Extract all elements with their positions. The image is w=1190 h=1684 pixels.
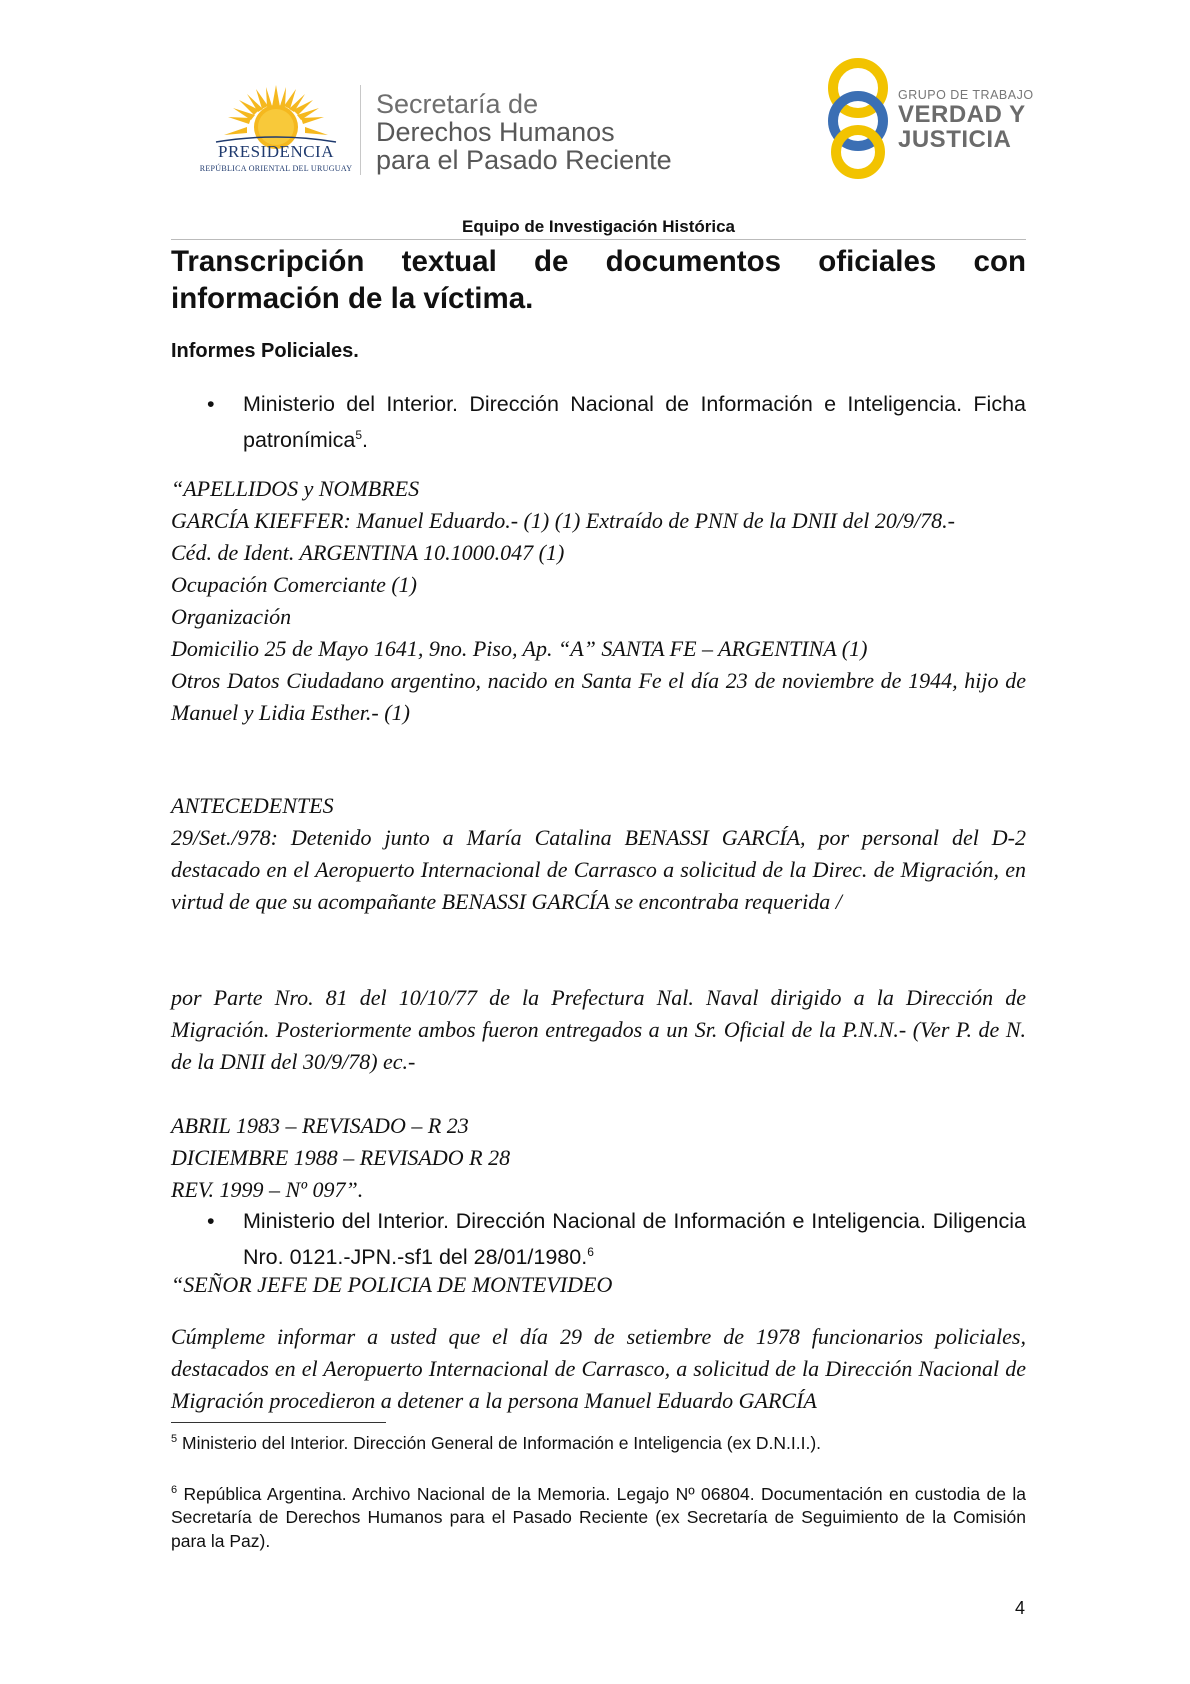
grupo-line-1: GRUPO DE TRABAJO — [898, 88, 1034, 102]
bullet-text-main: Ministerio del Interior. Dirección Nacional de Información e Inteligencia. Diligencia Nro. 0121.-JPN.-sf1 del 28/01/1980. — [243, 1209, 1026, 1270]
bullet-item-ficha — [171, 389, 1026, 456]
bullet-item-diligencia — [171, 1206, 1026, 1273]
secretaria-line-2: Derechos Humanos — [376, 117, 615, 147]
verdad-justicia-rings-logo — [818, 55, 898, 180]
ficha-line: Céd. de Ident. ARGENTINA 10.1000.047 (1) — [171, 540, 565, 565]
ficha-line: “APELLIDOS y NOMBRES — [171, 476, 420, 501]
bullet-icon: • — [207, 1209, 215, 1233]
presidencia-name: PRESIDENCIA — [217, 142, 334, 161]
bullet-text-end: . — [362, 428, 369, 453]
footnote-6 — [171, 1479, 1026, 1553]
antecedentes-heading: ANTECEDENTES — [171, 793, 334, 818]
footnote-separator — [171, 1422, 386, 1423]
oficio-salutation — [171, 1269, 1026, 1301]
header-rule — [171, 239, 1026, 240]
ficha-line: Ocupación Comerciante (1) — [171, 572, 418, 597]
ficha-line: GARCÍA KIEFFER: Manuel Eduardo.- (1) (1) Extraído de PNN de la DNII del 20/9/78.- — [171, 508, 955, 533]
section-heading: Informes Policiales. — [171, 340, 359, 362]
secretaria-line-1: Secretaría de — [376, 89, 539, 119]
secretaria-line-3: para el Pasado Reciente — [376, 145, 672, 175]
page-number: 4 — [1015, 1598, 1026, 1618]
revision-line: ABRIL 1983 – REVISADO – R 23 — [171, 1113, 469, 1138]
grupo-line-3: JUSTICIA — [898, 126, 1012, 153]
footnote-number: 6 — [171, 1484, 178, 1496]
ficha-line: Organización — [171, 604, 292, 629]
oficio-paragraph: Cúmpleme informar a usted que el día 29 de setiembre de 1978 funcionarios policiales, destacados en el Aeropuerto Internacional de Carrasco, a solicitud de la Dirección Nacional de Migración procedieron a detener a la persona Manuel Eduardo GARCÍA — [171, 1324, 1026, 1413]
ficha-line: Otros Datos Ciudadano argentino, nacido en Santa Fe el día 23 de noviembre de 1944, hijo de Manuel y Lidia Esther.- (1) — [171, 668, 1026, 725]
presidencia-subtitle: REPÚBLICA ORIENTAL DEL URUGUAY — [199, 164, 353, 173]
header-divider — [360, 85, 361, 175]
bullet-text — [243, 1206, 1026, 1273]
page-title: Transcripción textual de documentos oficiales con información de la víctima. — [171, 245, 1026, 315]
footnote-text: Ministerio del Interior. Dirección General de Información e Inteligencia (ex D.N.I.I.). — [177, 1432, 822, 1453]
grupo-trabajo-wordmark — [898, 88, 1034, 152]
bullet-icon: • — [207, 392, 215, 416]
footnote-5 — [171, 1428, 1026, 1455]
secretaria-wordmark — [376, 90, 672, 174]
antecedentes-paragraph: por Parte Nro. 81 del 10/10/77 de la Prefectura Nal. Naval dirigido a la Dirección de Migración. Posteriormente ambos fueron entregados a un Sr. Oficial de la P.N.N.- (Ver P. de N. de la DNII del 30/9/78) ec.- — [171, 985, 1026, 1074]
antecedentes-block — [171, 790, 1026, 918]
presidencia-wordmark — [196, 142, 356, 173]
page-header — [0, 0, 1190, 220]
antecedentes-continuation — [171, 982, 1026, 1078]
footnote-text: República Argentina. Archivo Nacional de la Memoria. Legajo Nº 06804. Documentación en custodia de la Secretaría de Derechos Humanos para el Pasado Reciente (ex Secretaría de Seguimiento de la Comisión para la Paz). — [171, 1483, 1026, 1551]
revision-block — [171, 1110, 1026, 1206]
ficha-line: Domicilio 25 de Mayo 1641, 9no. Piso, Ap. “A” SANTA FE – ARGENTINA (1) — [171, 636, 868, 661]
revision-line: DICIEMBRE 1988 – REVISADO R 28 — [171, 1145, 511, 1170]
antecedentes-paragraph: 29/Set./978: Detenido junto a María Catalina BENASSI GARCÍA, por personal del D-2 destacado en el Aeropuerto Internacional de Carrasco a solicitud de la Direc. de Migración, en virtud de que su acompañante BENASSI GARCÍA se encontraba requerida / — [171, 825, 1026, 914]
team-label: Equipo de Investigación Histórica — [462, 217, 735, 236]
grupo-line-2: VERDAD Y — [898, 101, 1026, 128]
bullet-text-main: Ministerio del Interior. Dirección Nacional de Información e Inteligencia. Ficha patronímica — [243, 392, 1026, 453]
footnote-ref-6[interactable]: 6 — [587, 1245, 594, 1259]
bullet-text — [243, 389, 1026, 456]
ficha-block — [171, 473, 1026, 729]
oficio-body — [171, 1321, 1026, 1417]
footnote-number: 5 — [171, 1433, 178, 1445]
footnote-ref-5[interactable]: 5 — [355, 428, 363, 442]
revision-line: REV. 1999 – Nº 097”. — [171, 1177, 364, 1202]
oficio-salutation-text: “SEÑOR JEFE DE POLICIA DE MONTEVIDEO — [171, 1272, 613, 1297]
